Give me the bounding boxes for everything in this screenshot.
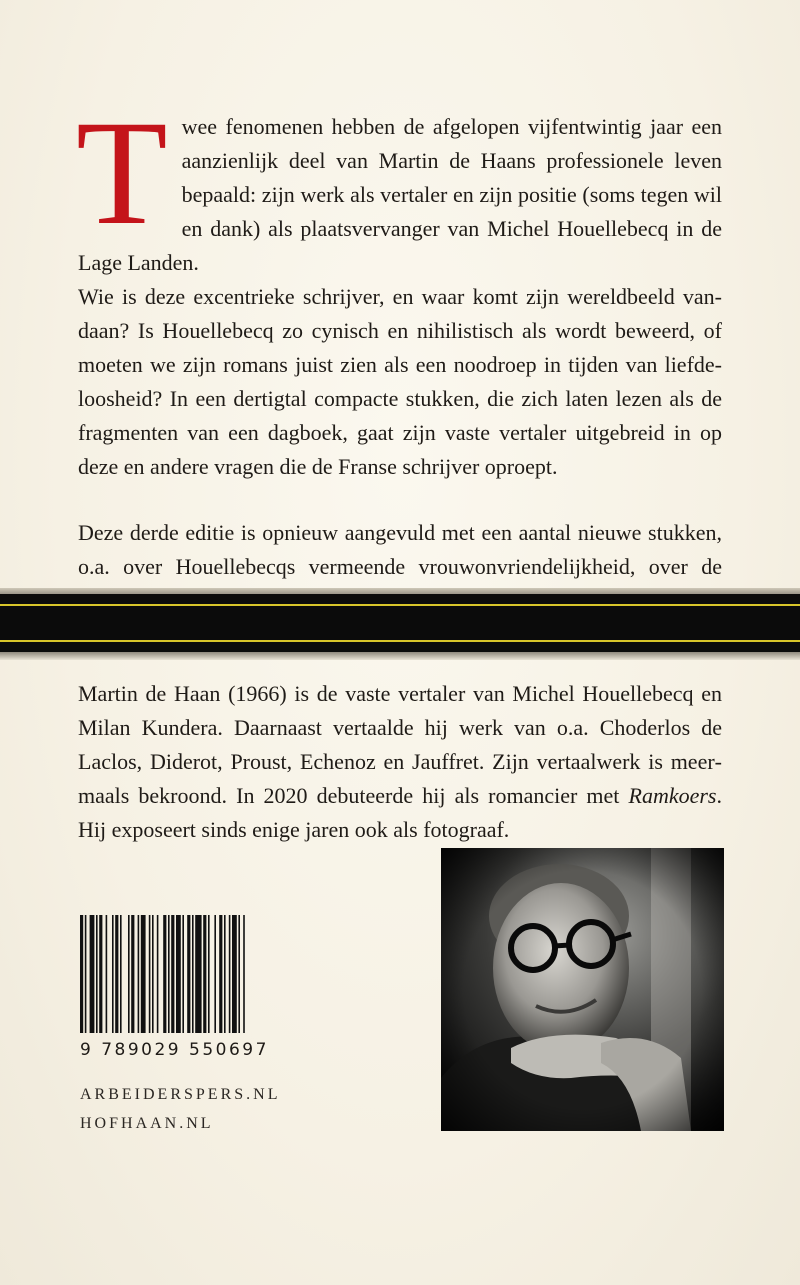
barcode-bar	[195, 915, 201, 1033]
band-stripe-top	[0, 604, 800, 606]
blurb-paragraph-1-text: wee fenomenen hebben de afgelopen vijfentwintig jaar een aanzienlijk deel van Martin de Haans professionele leven bepaald: zijn werk als vertaler en zijn positie (soms tegen wil en dank) als plaatsvervanger van Michel Houellebecq in de Lage Landen.	[78, 114, 722, 275]
barcode-bar	[187, 915, 190, 1033]
blurb-paragraph-1	[76, 90, 722, 280]
barcode-bar	[128, 915, 130, 1033]
barcode-bar	[157, 915, 159, 1033]
barcode-bar	[80, 915, 83, 1033]
barcode-bar	[85, 915, 87, 1033]
barcode-bar	[171, 915, 174, 1033]
barcode-bar	[243, 915, 245, 1033]
blurb-paragraph-3-text: Deze derde editie is opnieuw aangevuld met een aantal nieuwe stukken, o.a. over Houellebecqs vermeende vrouwonvriendelijkheid, over de	[78, 520, 722, 579]
isbn-barcode	[80, 915, 248, 1033]
decorative-band	[0, 588, 800, 660]
isbn-number: 9 789029 550697	[80, 1040, 269, 1060]
barcode-bar	[112, 915, 114, 1033]
barcode-bar	[208, 915, 210, 1033]
drop-cap-letter: T	[76, 90, 168, 256]
barcode-bar	[141, 915, 146, 1033]
barcode-bar	[149, 915, 151, 1033]
barcode-bar	[96, 915, 98, 1033]
barcode-bar	[168, 915, 170, 1033]
barcode-bar	[176, 915, 181, 1033]
author-bio	[78, 677, 722, 847]
barcode-bar	[192, 915, 194, 1033]
band-stripe-bottom	[0, 640, 800, 642]
website-arbeiderspers[interactable]: ARBEIDERSPERS.NL	[80, 1086, 281, 1103]
author-photo	[441, 848, 724, 1131]
book-title-ramkoers: Ramkoers	[628, 783, 717, 808]
blurb	[76, 90, 722, 618]
barcode-bar	[99, 915, 102, 1033]
barcode-bar	[238, 915, 240, 1033]
barcode-bar	[232, 915, 237, 1033]
barcode-bar	[90, 915, 95, 1033]
barcode-bar	[182, 915, 184, 1033]
barcode-bar	[138, 915, 140, 1033]
barcode-bar	[120, 915, 122, 1033]
band-black	[0, 594, 800, 652]
barcode-bar	[131, 915, 134, 1033]
website-hofhaan[interactable]: HOFHAAN.NL	[80, 1115, 214, 1132]
band-shadow-bottom	[0, 652, 800, 660]
author-bio-text	[78, 677, 722, 847]
barcode-bar	[106, 915, 108, 1033]
barcode-bar	[115, 915, 118, 1033]
barcode-bar	[219, 915, 222, 1033]
barcode-bar	[229, 915, 231, 1033]
author-portrait-image	[441, 848, 724, 1131]
barcode-bar	[224, 915, 226, 1033]
barcode-bar	[152, 915, 154, 1033]
blurb-paragraph-2: Wie is deze excentrieke schrijver, en waar komt zijn wereldbeeld vandaan? Is Houellebecq zo cynisch en nihilistisch als wordt beweerd, of moeten we zijn romans juist zien als een noodroep in tijden van liefdeloosheid? In een dertigtal compacte stukken, die zich laten lezen als de fragmenten van een dagboek, gaat zijn vaste vertaler uitgebreid in op deze en andere vragen die de Franse schrijver oproept.	[78, 284, 722, 479]
author-bio-end: . Hij exposeert sinds enige jaren ook als fotograaf.	[78, 783, 722, 842]
author-bio-main: Martin de Haan (1966) is de vaste vertaler van Michel Houellebecq en Milan Kundera. Daarnaast vertaalde hij werk van o.a. Choderlos de Laclos, Diderot, Proust, Echenoz en Jauffret. Zijn vertaalwerk is meermaals bekroond. In 2020 debuteerde hij als romancier met	[78, 681, 722, 808]
barcode-bar	[214, 915, 216, 1033]
barcode-bar	[163, 915, 166, 1033]
barcode-bar	[203, 915, 206, 1033]
